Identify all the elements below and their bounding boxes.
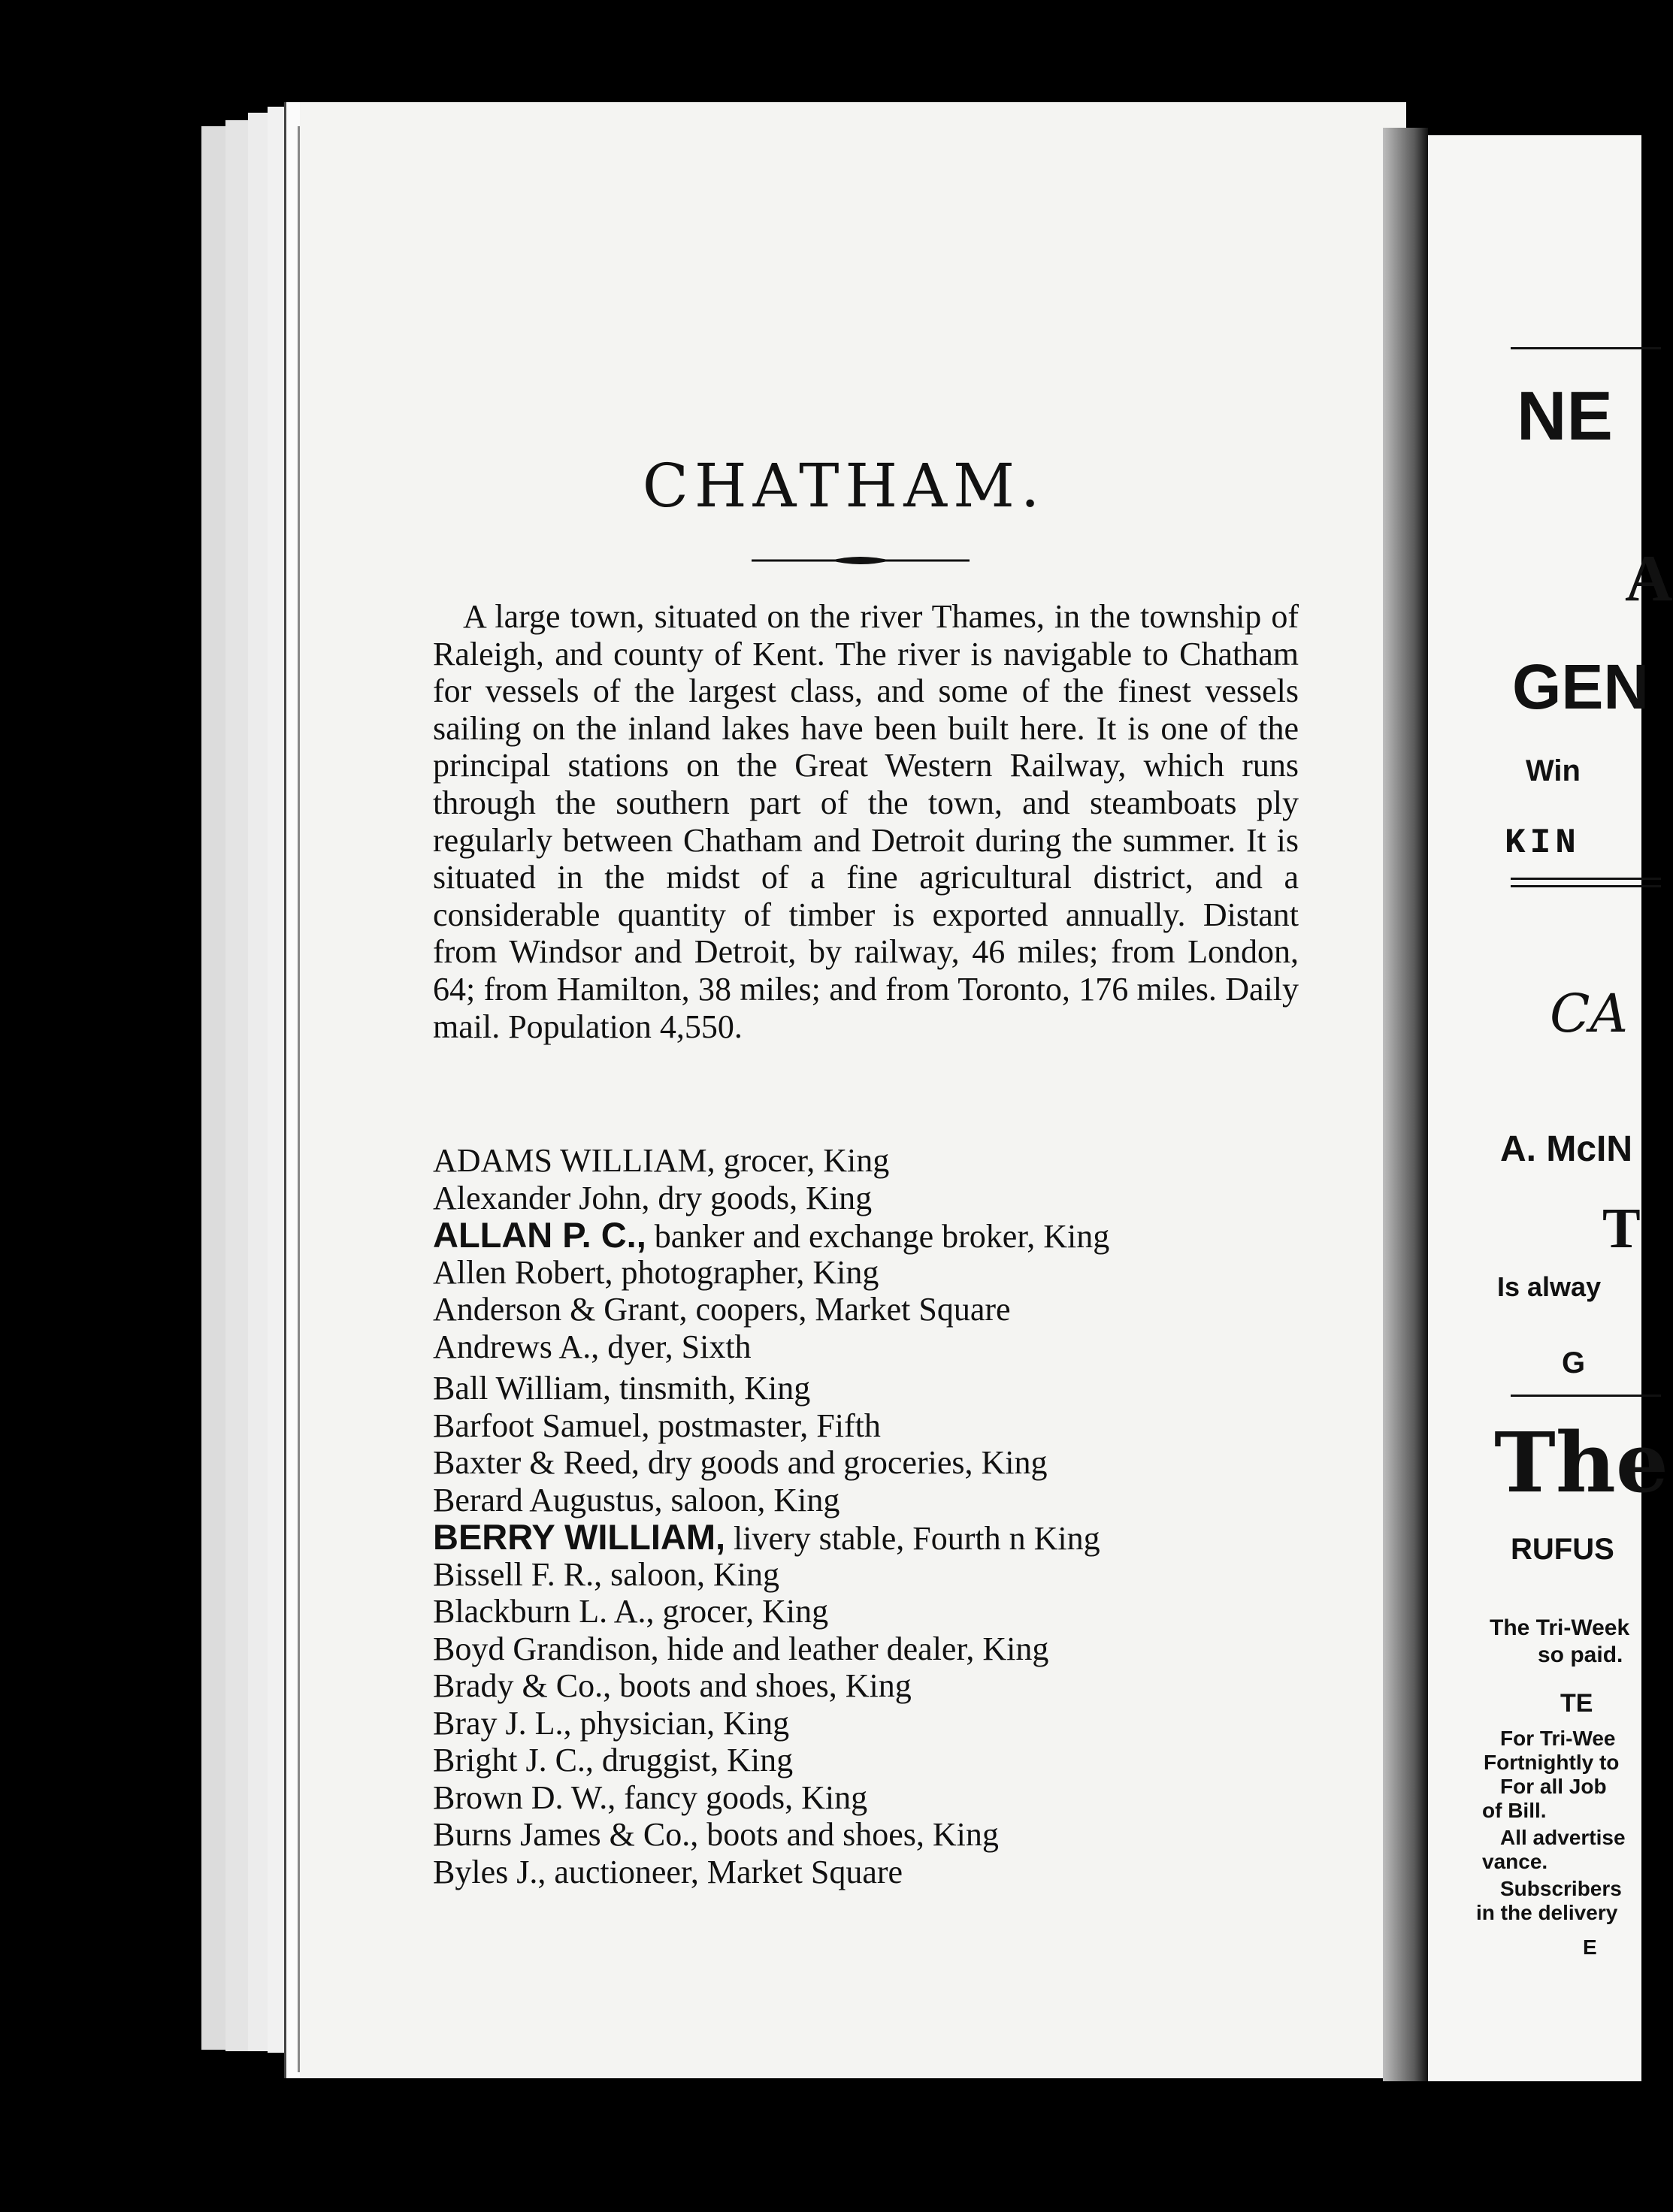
facing-line: The Tri-Week (1490, 1615, 1630, 1640)
entry-detail: saloon, King (662, 1481, 840, 1518)
entry-name: Barfoot Samuel, (433, 1407, 650, 1444)
entry-name: Allen Robert, (433, 1253, 613, 1291)
entry-name: Andrews A., (433, 1328, 600, 1365)
facing-line: E (1583, 1936, 1597, 1959)
directory-entry (433, 1180, 1335, 1217)
entry-detail: boots and shoes, King (611, 1667, 912, 1704)
facing-line: so paid. (1538, 1642, 1623, 1667)
entry-name: Baxter & Reed, (433, 1444, 640, 1481)
facing-line: Fortnightly to (1484, 1751, 1620, 1774)
town-description: A large town, situated on the river Thames, in the township of Raleigh, and county of Kent. The river is navigable to Chatham for vessels of the largest class, and some of the finest vessels sailing on the inland lakes have been built here. It is one of the principal stations on the Great Western Railway, which runs through the southern part of the town, and steamboats ply regularly between Chatham and Detroit during the summer. It is situated in the midst of a fine agricultural district, and a considerable quantity of timber is exported annually. Distant from Windsor and Detroit, by railway, 46 miles; from London, 64; from Hamilton, 38 miles; and from Toronto, 176 miles. Daily mail. Population 4,550. (433, 598, 1299, 1045)
entry-detail: saloon, King (602, 1555, 779, 1593)
entry-detail: grocer, King (654, 1593, 829, 1630)
facing-line: CA (1550, 983, 1629, 1044)
page-title: CHATHAM. (642, 451, 1046, 521)
entry-detail: druggist, King (593, 1742, 794, 1778)
entry-name: BERRY WILLIAM, (433, 1517, 726, 1557)
directory-group-b (433, 1370, 1335, 1890)
facing-line: G (1562, 1346, 1586, 1379)
facing-line: NE (1517, 378, 1613, 455)
entry-detail: dyer, Sixth (599, 1328, 752, 1365)
directory-entry (433, 1816, 1335, 1854)
directory-entry (433, 1328, 1335, 1366)
entry-detail: auctioneer, Market Square (546, 1853, 903, 1890)
entry-name: Brady & Co., (433, 1667, 612, 1704)
directory-entry (433, 1518, 1335, 1556)
entry-detail: fancy goods, King (616, 1778, 868, 1816)
facing-line: of Bill. (1482, 1799, 1547, 1822)
entry-name: Bright J. C., (433, 1742, 594, 1778)
directory-entry (433, 1854, 1335, 1891)
entry-name: Alexander John, (433, 1179, 650, 1216)
directory-group-a (433, 1142, 1335, 1365)
entry-detail: banker and exchange broker, King (646, 1218, 1110, 1255)
facing-line: Is alway (1497, 1271, 1602, 1302)
entry-detail: grocer, King (715, 1142, 890, 1179)
entry-name: Ball William, (433, 1370, 611, 1407)
directory-entry (433, 1407, 1335, 1445)
entry-detail: physician, King (571, 1704, 790, 1742)
entry-detail: dry goods, King (649, 1179, 873, 1216)
facing-line: For all Job (1500, 1775, 1607, 1798)
entry-name: Burns James & Co., (433, 1816, 699, 1853)
directory-entry (433, 1254, 1335, 1292)
entry-detail: postmaster, Fifth (649, 1407, 881, 1444)
directory-entry (433, 1667, 1335, 1705)
facing-line: All advertise (1500, 1826, 1626, 1849)
directory-entry (433, 1630, 1335, 1668)
directory-entry (433, 1444, 1335, 1482)
entry-name: Bissell F. R., (433, 1555, 603, 1593)
directory-entry (433, 1216, 1335, 1254)
entry-name: Boyd Grandison, (433, 1630, 659, 1667)
facing-advertisement-page (1428, 135, 1673, 2081)
entry-name: ALLAN P. C., (433, 1215, 646, 1255)
facing-line: GEN (1512, 651, 1650, 722)
directory-entry (433, 1482, 1335, 1519)
rule (1511, 1395, 1661, 1397)
entry-detail: dry goods and groceries, King (639, 1444, 1048, 1481)
entry-name: Bray J. L., (433, 1704, 572, 1742)
facing-line: RUFUS (1511, 1533, 1614, 1566)
directory-listing (433, 1142, 1335, 1890)
facing-line: For Tri-Wee (1500, 1727, 1616, 1750)
entry-detail: livery stable, Fourth n King (725, 1520, 1100, 1557)
page-fold-line (298, 126, 300, 2072)
directory-entry (433, 1370, 1335, 1407)
facing-line: Subscribers (1500, 1877, 1622, 1900)
directory-entry (433, 1291, 1335, 1328)
facing-line: in the delivery (1476, 1901, 1618, 1924)
facing-line: A (1625, 542, 1673, 615)
directory-entry (433, 1593, 1335, 1630)
entry-detail: coopers, Market Square (687, 1291, 1011, 1328)
entry-name: ADAMS WILLIAM, (433, 1142, 715, 1179)
entry-detail: photographer, King (613, 1253, 879, 1291)
entry-name: Berard Augustus, (433, 1481, 663, 1518)
facing-line: KIN (1505, 823, 1581, 863)
facing-line: A. McIN (1500, 1129, 1633, 1169)
directory-entry (433, 1705, 1335, 1742)
facing-line: Win (1526, 754, 1581, 787)
entry-detail: hide and leather dealer, King (658, 1630, 1049, 1667)
title-ornament-rule (752, 553, 970, 568)
gutter-shadow (1383, 128, 1428, 2081)
facing-line: vance. (1482, 1850, 1548, 1873)
directory-entry (433, 1142, 1335, 1180)
directory-entry (433, 1556, 1335, 1594)
facing-line: The (1494, 1414, 1668, 1511)
rule (1511, 885, 1661, 887)
rule (1511, 878, 1661, 880)
entry-name: Blackburn L. A., (433, 1593, 655, 1630)
entry-name: Anderson & Grant, (433, 1291, 688, 1328)
entry-name: Byles J., (433, 1853, 546, 1890)
entry-name: Brown D. W., (433, 1778, 616, 1816)
facing-line: TE (1560, 1689, 1593, 1718)
rule (1511, 347, 1661, 349)
directory-entry (433, 1779, 1335, 1817)
entry-detail: boots and shoes, King (698, 1816, 999, 1853)
entry-detail: tinsmith, King (610, 1370, 811, 1407)
directory-entry (433, 1742, 1335, 1779)
facing-line: T (1602, 1197, 1641, 1260)
